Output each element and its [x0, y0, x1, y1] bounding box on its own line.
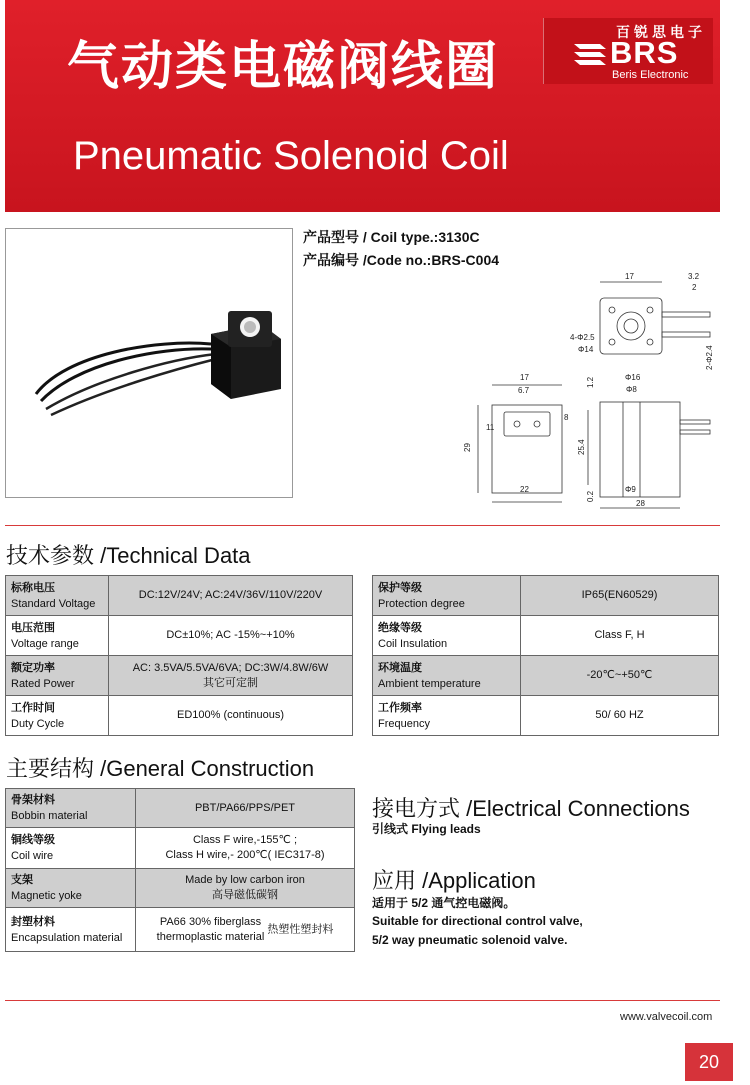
- row-value: PA66 30% fiberglass: [159, 915, 262, 928]
- dim-front-width: 17: [520, 373, 529, 382]
- table-row: [373, 696, 719, 736]
- row-value: PBT/PA66/PPS/PET: [194, 801, 296, 814]
- logo-mark-icon: [572, 36, 608, 72]
- table-row: [6, 869, 355, 908]
- table-row: [6, 789, 355, 828]
- dim-holes: 4-Φ2.5: [570, 333, 595, 342]
- coil-product-image: [6, 229, 292, 497]
- row-label-cn: 支架: [11, 874, 33, 886]
- row-value-3: 热塑性塑封料: [267, 923, 334, 935]
- table-row: [6, 908, 355, 952]
- logo-subtitle: Beris Electronic: [612, 69, 689, 81]
- technical-table-left: [5, 575, 353, 736]
- application-heading: 应用 /Application: [372, 868, 536, 893]
- dim-side-top: 1.2: [586, 376, 595, 388]
- row-value-2: 其它可定制: [203, 676, 258, 689]
- product-photo: [5, 228, 293, 498]
- banner-title-cn: 气动类电磁阀线圈: [67, 37, 500, 97]
- table-row: [373, 576, 719, 616]
- dim-side-height: 25.4: [577, 439, 586, 455]
- row-label-cn: 绝缘等级: [378, 621, 422, 634]
- table-row: [6, 616, 353, 656]
- application-line-2: Suitable for directional control valve,: [372, 914, 583, 928]
- dim-front-base: 22: [520, 485, 529, 494]
- row-value-2: 高导磁低碳钢: [212, 889, 278, 901]
- row-label-cn: 铜线等级: [11, 834, 55, 846]
- coil-code-label: 产品编号 /Code no.:BRS-C004: [303, 252, 500, 268]
- row-label-en: Encapsulation material: [11, 931, 123, 944]
- connections-heading: 接电方式 /Electrical Connections: [372, 796, 690, 821]
- table-row: [6, 696, 353, 736]
- row-label-cn: 环境温度: [378, 661, 422, 674]
- row-value: Class F wire,-155℃ ;: [192, 834, 298, 846]
- banner-title-en: Pneumatic Solenoid Coil: [73, 134, 509, 178]
- footer-url[interactable]: www.valvecoil.com: [620, 1011, 713, 1023]
- row-label-en: Coil wire: [11, 850, 54, 862]
- row-label-en: Bobbin material: [11, 810, 88, 822]
- row-value: AC: 3.5VA/5.5VA/6VA; DC:3W/4.8W/6W: [132, 661, 329, 674]
- row-value: Made by low carbon iron: [185, 874, 305, 886]
- row-value: IP65(EN60529): [581, 589, 658, 601]
- dim-wire: 2-Φ2.4: [705, 345, 714, 370]
- row-value: DC±10%; AC -15%~+10%: [166, 629, 295, 641]
- row-label-cn: 封塑材料: [11, 915, 55, 928]
- technical-heading: 技术参数 /Technical Data: [6, 543, 251, 568]
- row-label-cn: 保护等级: [378, 581, 422, 594]
- row-value: -20℃~+50℃: [586, 669, 653, 681]
- dim-front-height: 29: [463, 443, 472, 452]
- row-label-cn: 电压范围: [11, 621, 55, 634]
- row-label-cn: 额定功率: [11, 661, 55, 674]
- row-label-en: Protection degree: [378, 597, 465, 610]
- table-row: [373, 656, 719, 696]
- dim-front-pitch: 6.7: [518, 386, 530, 395]
- connections-text: 引线式 Flying leads: [372, 822, 481, 836]
- row-label-en: Frequency: [378, 717, 430, 730]
- table-row: [6, 576, 353, 616]
- dim-side-inner: Φ8: [626, 385, 637, 394]
- application-line-1: 适用于 5/2 通气控电磁阀。: [372, 896, 516, 910]
- brand-logo: [543, 18, 713, 84]
- technical-table-right: [372, 575, 719, 736]
- row-label-en: Rated Power: [11, 677, 75, 690]
- row-label-en: Coil Insulation: [378, 637, 448, 650]
- application-line-3: 5/2 way pneumatic solenoid valve.: [372, 933, 568, 947]
- row-value: DC:12V/24V; AC:24V/36V/110V/220V: [138, 589, 323, 601]
- row-label-cn: 工作时间: [11, 701, 55, 714]
- row-label-en: Magnetic yoke: [11, 890, 82, 902]
- row-label-en: Standard Voltage: [11, 597, 96, 610]
- row-value: 50/ 60 HZ: [595, 709, 644, 721]
- row-label-cn: 骨架材料: [11, 794, 55, 806]
- dim-side-base: Φ9: [625, 485, 636, 494]
- dim-side-outer: Φ16: [625, 373, 641, 382]
- row-label-en: Duty Cycle: [11, 717, 65, 730]
- table-row: [373, 616, 719, 656]
- page-number: 20: [685, 1043, 733, 1081]
- table-row: [6, 656, 353, 696]
- table-row: [6, 828, 355, 869]
- dim-top-a: 3.2: [688, 272, 700, 281]
- dimension-drawing: [460, 270, 720, 515]
- row-label-en: Ambient temperature: [378, 677, 481, 690]
- construction-heading: 主要结构 /General Construction: [6, 756, 315, 781]
- dim-bore: Φ14: [578, 345, 594, 354]
- divider-1: [5, 525, 720, 526]
- dim-top-width: 17: [625, 272, 634, 281]
- dim-front-slot: 8: [564, 413, 569, 422]
- row-label-cn: 工作频率: [378, 701, 422, 714]
- dim-side-width: 28: [636, 499, 645, 508]
- header-banner: [5, 0, 720, 212]
- row-value-2: Class H wire,- 200℃( IEC317-8): [165, 849, 325, 861]
- row-value: ED100% (continuous): [176, 709, 284, 721]
- dim-top-b: 2: [692, 283, 697, 292]
- construction-table: [5, 788, 355, 952]
- logo-brand-text: BRS: [610, 35, 679, 70]
- row-value-2: thermoplastic material: [156, 930, 265, 943]
- dim-front-inner: 11: [486, 423, 495, 432]
- coil-type-label: 产品型号 / Coil type.:3130C: [303, 229, 480, 245]
- row-label-cn: 标称电压: [11, 581, 55, 594]
- divider-2: [5, 1000, 720, 1001]
- row-label-en: Voltage range: [11, 637, 79, 650]
- dim-side-bottom: 0.2: [586, 490, 595, 502]
- row-value: Class F, H: [594, 629, 645, 641]
- logo-cn-text: 百锐思电子: [616, 25, 706, 41]
